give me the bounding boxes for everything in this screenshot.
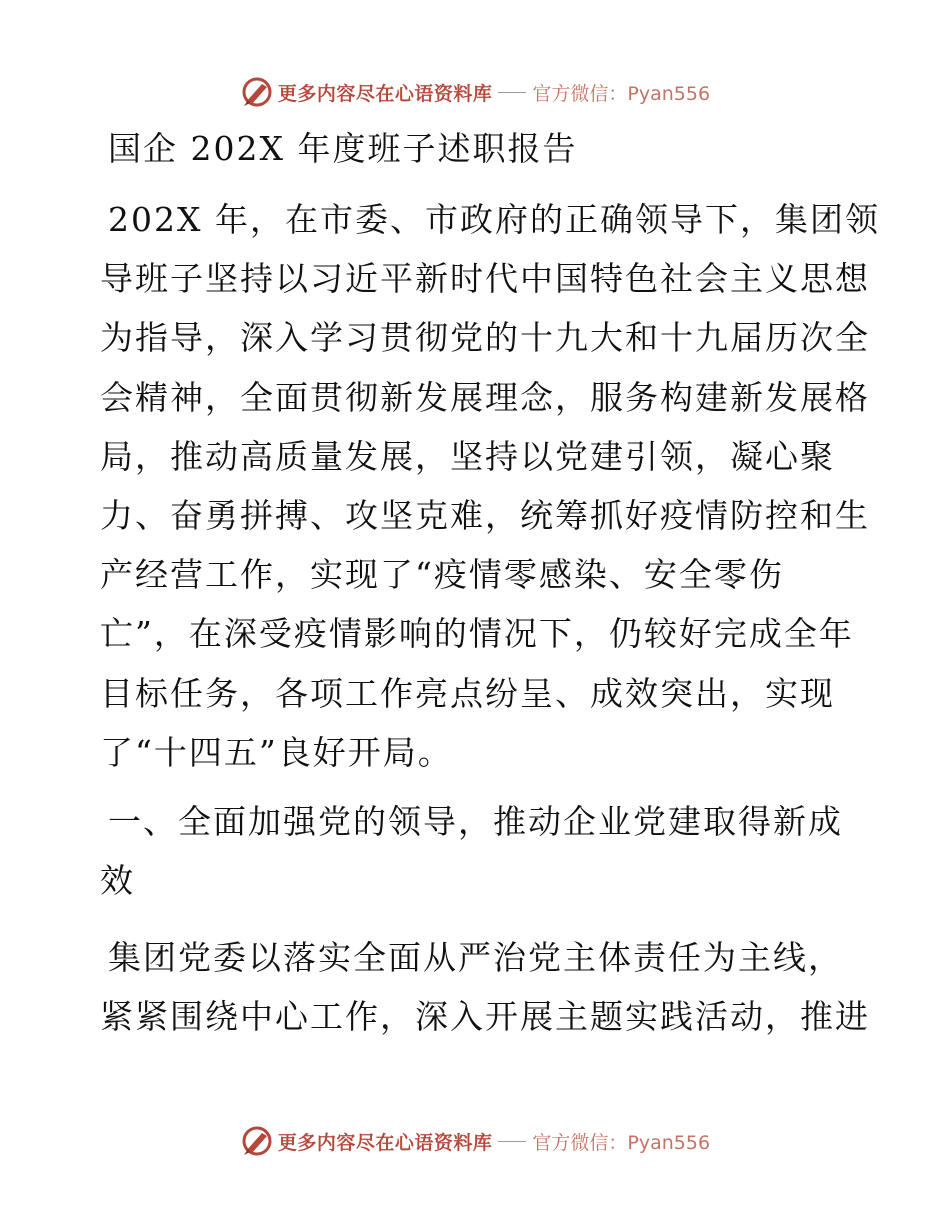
watermark-wechat-text: 官方微信：Pyan556: [532, 82, 711, 105]
paragraph-intro: [100, 190, 880, 782]
paragraph-line: 产经营工作，实现了“疫情零感染、安全零伤: [100, 555, 784, 595]
watermark-dash: [498, 92, 526, 93]
paragraph-line: 202X 年，在市委、市政府的正确领导下，集团领: [108, 200, 880, 239]
watermark-header: [0, 72, 950, 112]
paragraph-line: 会精神，全面贯彻新发展理念，服务构建新发展格: [100, 377, 870, 417]
paragraph-line: 局，推动高质量发展，坚持以党建引领，凝心聚: [100, 436, 835, 476]
heading-line: 一、全面加强党的领导，推动企业党建取得新成: [108, 802, 843, 841]
document-title: 国企 202X 年度班子述职报告: [108, 129, 578, 168]
pen-nib-circle-icon: [240, 75, 274, 109]
pen-nib-circle-icon: [240, 1124, 274, 1158]
paragraph-line: 紧紧围绕中心工作，深入开展主题实践活动，推进: [100, 997, 870, 1037]
paragraph-line: 了“十四五”良好开局。: [100, 732, 453, 772]
paragraph-line: 导班子坚持以习近平新时代中国特色社会主义思想: [100, 259, 870, 299]
section-heading-1: [100, 792, 843, 910]
paragraph-line: 亡”，在深受疫情影响的情况下，仍较好完成全年: [100, 614, 854, 654]
watermark-wechat-text: 官方微信：Pyan556: [532, 1131, 711, 1154]
paragraph-line: 集团党委以落实全面从严治党主体责任为主线，: [108, 938, 843, 977]
watermark-main-text: 更多内容尽在心语资料库: [277, 1131, 493, 1154]
watermark-main-text: 更多内容尽在心语资料库: [277, 82, 493, 105]
watermark-dash: [498, 1141, 526, 1142]
paragraph-line: 力、奋勇拼搏、攻坚克难，统筹抓好疫情防控和生: [100, 496, 870, 536]
heading-line: 效: [100, 861, 135, 901]
watermark-footer: [0, 1121, 950, 1161]
paragraph-line: 目标任务，各项工作亮点纷呈、成效突出，实现: [100, 673, 835, 713]
paragraph-section-1: [100, 928, 870, 1046]
paragraph-line: 为指导，深入学习贯彻党的十九大和十九届历次全: [100, 318, 870, 358]
